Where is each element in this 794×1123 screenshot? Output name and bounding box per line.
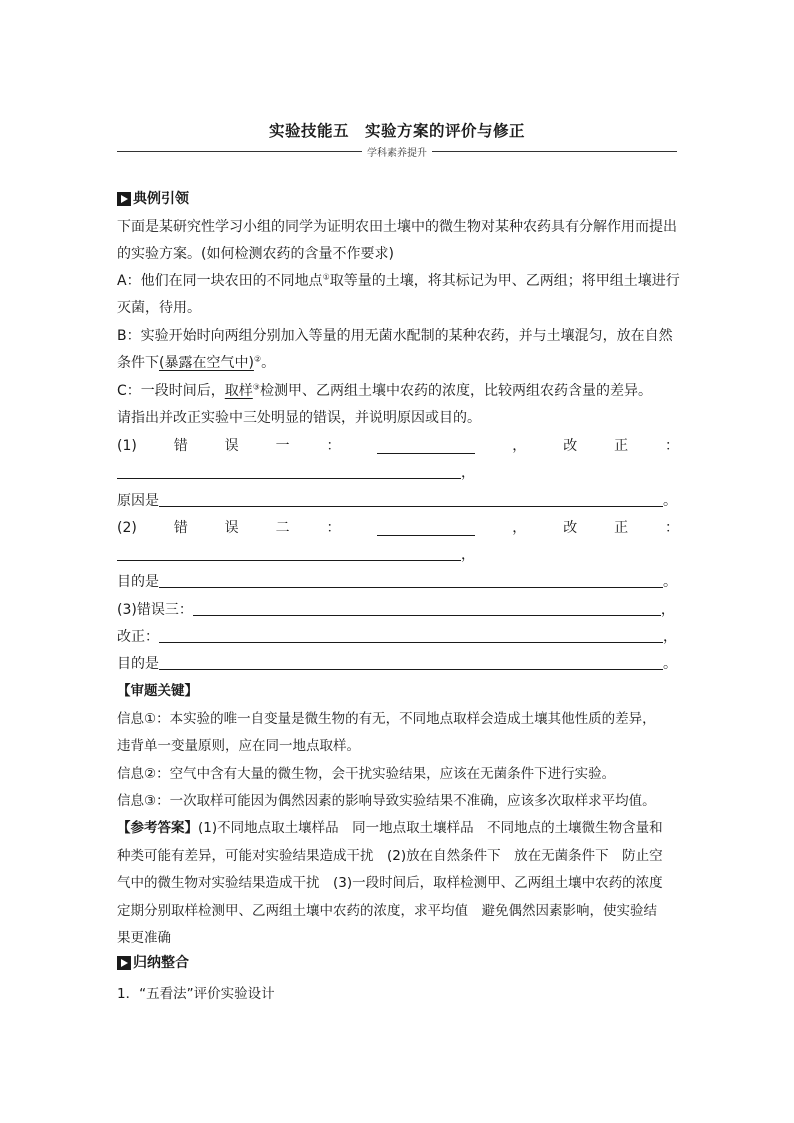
q1-token: ： [326,438,341,454]
divider-line-left [117,151,362,152]
q2-token: ： [326,520,341,536]
divider-line-right [432,151,677,152]
q1-fix-blank[interactable] [117,464,461,479]
q1-error-blank[interactable] [377,439,475,454]
q2-token: 正 [614,520,629,536]
q3-error-blank[interactable] [193,601,661,616]
q2-token: 二 [275,520,290,536]
step-b-line-2 [117,350,679,376]
step-c-text: 检测甲、乙两组土壤中农药的浓度，比较两组农药含量的差异。 [259,383,652,399]
q3-error-label: (3)错误三： [117,602,193,618]
q2-purpose-line [117,569,679,595]
info-2-line: 信息②：空气中含有大量的微生物，会干扰实验结果，应该在无菌条件下进行实验。 [117,766,616,782]
q2-line [117,515,679,541]
q2-token: ， [512,520,527,536]
q3-purpose-line [117,651,679,677]
q2-token: ： [665,520,679,536]
underlined-phrase: 取样 [224,383,253,399]
answer-line-3: 气中的微生物对实验结果造成干扰 (3)一段时间后，取样检测甲、乙两组土壤中农药的浓度 [117,875,663,891]
punctuation: ， [461,465,475,481]
q2-token: 改 [563,520,578,536]
info-1-line-2: 违背单一变量原则，应在同一地点取样。 [117,738,360,754]
q3-fix-line [117,624,679,650]
q2-error-blank[interactable] [377,521,475,536]
info-marker: ① [322,272,330,282]
section-label: 归纳整合 [133,955,189,971]
punctuation: 。 [663,493,677,509]
answer-label: 【参考答案】 [117,820,198,836]
subtitle-divider [117,144,677,158]
play-triangle-icon [117,956,131,970]
q3-purpose-blank[interactable] [159,655,663,670]
answer-line-4: 定期分别取样检测甲、乙两组土壤中农药的浓度，求平均值 避免偶然因素影响，使实验结 [117,903,657,919]
q1-reason-blank[interactable] [159,492,663,507]
q1-token: ， [512,438,527,454]
q2-token: 误 [224,520,239,536]
step-a-line-1 [117,268,679,294]
q1-token: 误 [224,438,239,454]
info-marker: ③ [252,382,260,392]
answer-text: (1)不同地点取土壤样品 同一地点取土壤样品 不同地点的土壤微生物含量和 [198,820,663,836]
step-c-line [117,378,679,404]
play-triangle-icon [117,192,131,206]
punctuation: ， [461,547,475,563]
summary-item-1: 1．“五看法”评价实验设计 [117,986,275,1002]
q1-line [117,433,679,459]
intro-line-1: 下面是某研究性学习小组的同学为证明农田土壤中的微生物对某种农药具有分解作用而提出 [117,219,677,235]
page-title: 实验技能五 实验方案的评价与修正 [268,122,525,140]
intro-line-2: 的实验方案。(如何检测农药的含量不作要求) [117,246,394,262]
key-analysis-label: 【审题关键】 [117,683,198,699]
q1-fix-line [117,460,679,486]
step-a-text: A：他们在同一块农田的不同地点 [117,273,323,289]
purpose-label: 目的是 [117,656,159,672]
step-b-text: 条件下 [117,355,159,371]
q2-number: (2) [117,520,137,536]
q1-token: 改 [563,438,578,454]
q1-token: 错 [173,438,188,454]
q2-token: 错 [173,520,188,536]
answer-line-2: 种类可能有差异，可能对实验结果造成干扰 (2)放在自然条件下 放在无菌条件下 防止空 [117,848,663,864]
q2-fix-line [117,542,679,568]
section-label: 典例引领 [133,191,189,207]
step-b-text: 。 [261,355,276,371]
punctuation: ， [663,629,677,645]
purpose-label: 目的是 [117,574,159,590]
punctuation: 。 [663,656,677,672]
punctuation: 。 [663,574,677,590]
step-c-text: C：一段时间后， [117,383,225,399]
q1-reason-line [117,488,679,514]
answer-line-5: 果更准确 [117,930,171,946]
prompt-line: 请指出并改正实验中三处明显的错误，并说明原因或目的。 [117,410,481,426]
q3-fix-blank[interactable] [159,628,663,643]
step-a-text: 取等量的土壤，将其标记为甲、乙两组；将甲组土壤进行 [329,273,680,289]
q1-number: (1) [117,438,137,454]
answer-line-1 [117,815,679,841]
q3-error-line [117,597,679,623]
step-b-line-1: B：实验开始时向两组分别加入等量的用无菌水配制的某种农药，并与土壤混匀，放在自然 [117,328,673,344]
q2-fix-blank[interactable] [117,546,461,561]
q1-token: 一 [275,438,290,454]
info-3-line: 信息③：一次取样可能因为偶然因素的影响导致实验结果不准确，应该多次取样求平均值。 [117,793,656,809]
reason-label: 原因是 [117,493,159,509]
info-marker: ② [253,354,262,364]
q1-token: 正 [614,438,629,454]
q1-token: ： [665,438,679,454]
q2-purpose-blank[interactable] [159,573,663,588]
q3-fix-label: 改正： [117,629,159,645]
section-heading-examples [117,186,679,212]
info-1-line-1: 信息①：本实验的唯一自变量是微生物的有无，不同地点取样会造成土壤其他性质的差异， [117,711,656,727]
punctuation: ， [660,602,675,618]
section-heading-summary [117,950,679,976]
step-a-line-2: 灭菌，待用。 [117,300,201,316]
underlined-phrase: (暴露在空气中) [159,355,254,371]
subtitle: 学科素养提升 [367,147,427,159]
